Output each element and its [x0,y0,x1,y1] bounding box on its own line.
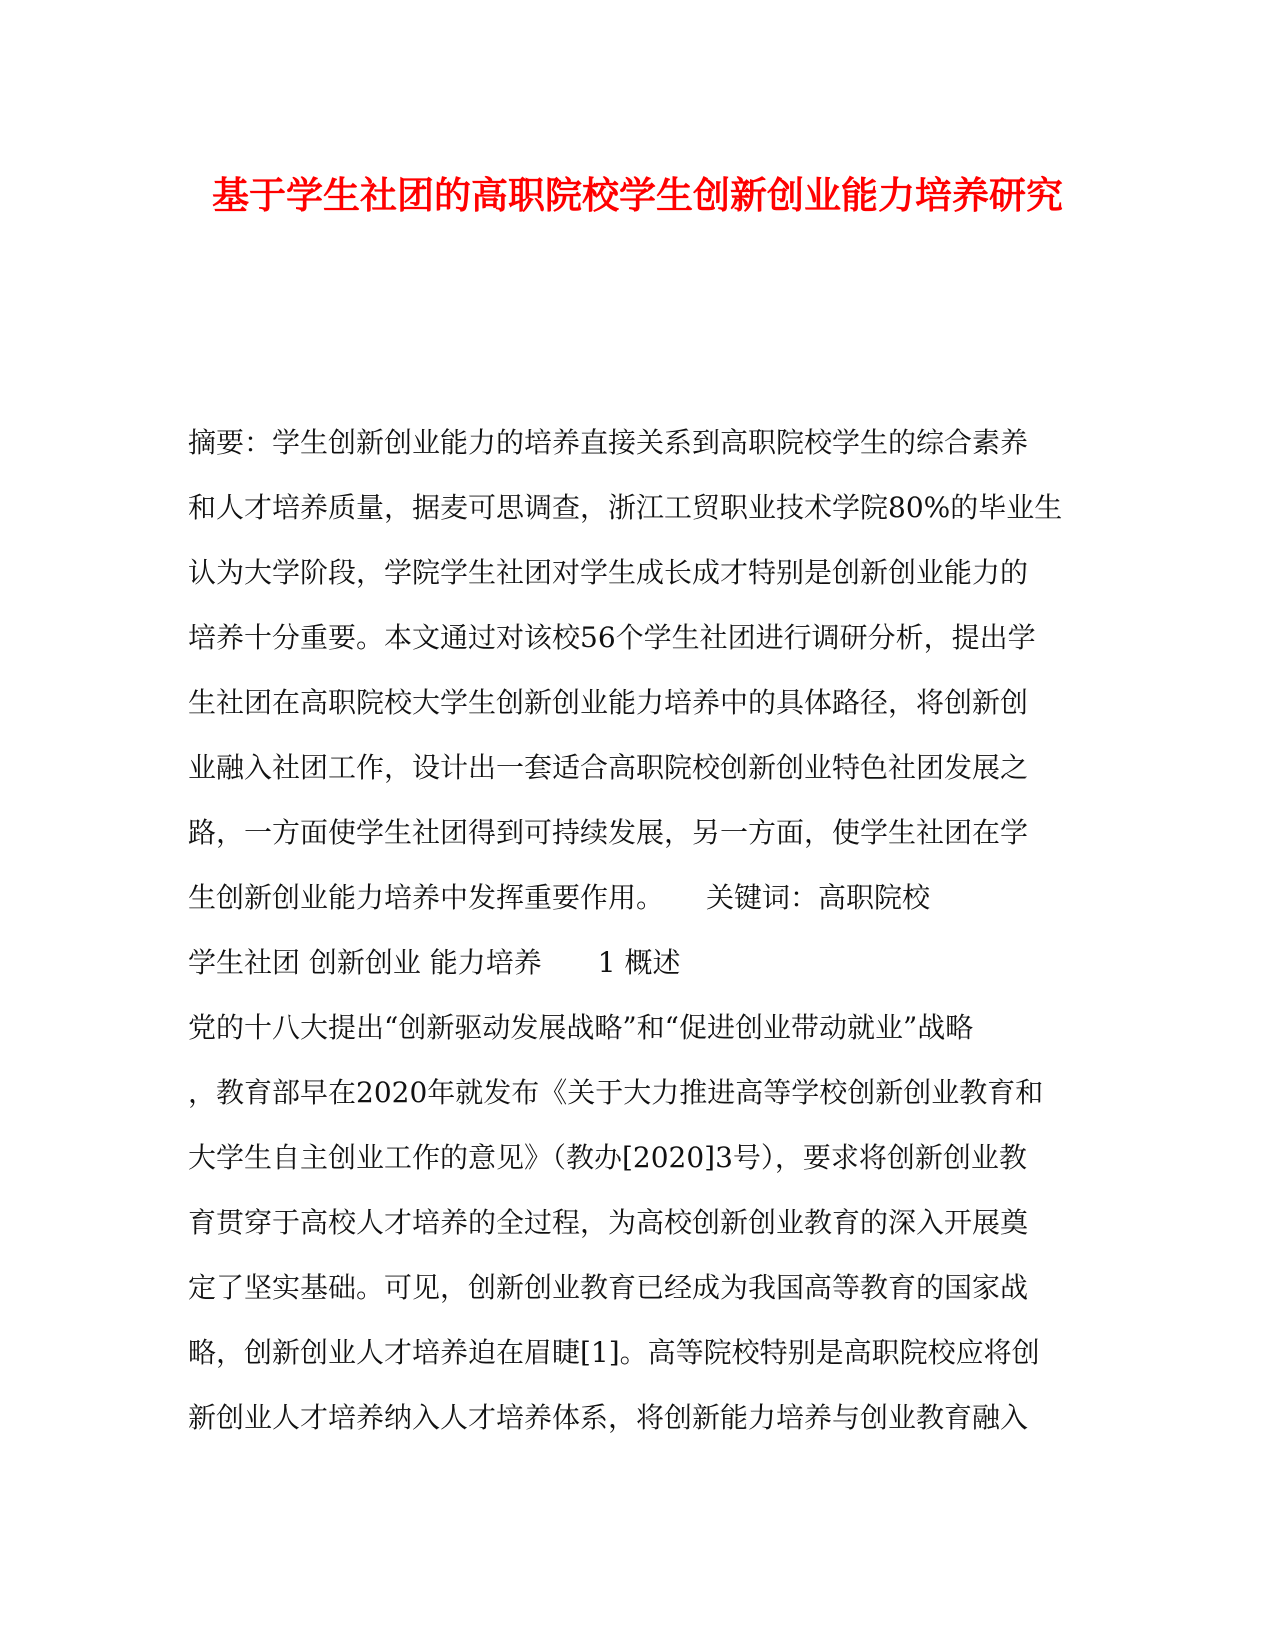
body-line: 党的十八大提出“创新驱动发展战略”和“促进创业带动就业”战略 [188,1011,974,1044]
document-title: 基于学生社团的高职院校学生创新创业能力培养研究 [212,173,1063,217]
body-line: 定了坚实基础。可见，创新创业教育已经成为我国高等教育的国家战 [188,1271,1029,1304]
body-line: 生创新创业能力培养中发挥重要作用。 关键词：高职院校 [188,881,931,914]
body-line: 和人才培养质量，据麦可思调查，浙江工贸职业技术学院80%的毕业生 [188,491,1063,524]
body-line: 路，一方面使学生社团得到可持续发展，另一方面，使学生社团在学 [188,816,1029,849]
body-line: 大学生自主创业工作的意见》（教办[2020]3号），要求将创新创业教 [188,1141,1027,1174]
body-line: 摘要：学生创新创业能力的培养直接关系到高职院校学生的综合素养 [188,426,1029,459]
body-line: ，教育部早在2020年就发布《关于大力推进高等学校创新创业教育和 [188,1076,1044,1109]
body-line: 生社团在高职院校大学生创新创业能力培养中的具体路径，将创新创 [188,686,1029,719]
body-line: 认为大学阶段，学院学生社团对学生成长成才特别是创新创业能力的 [188,556,1029,589]
body-line: 育贯穿于高校人才培养的全过程，为高校创新创业教育的深入开展奠 [188,1206,1029,1239]
body-line: 学生社团 创新创业 能力培养 1 概述 [188,946,681,979]
document-body [188,410,1088,1450]
body-line: 业融入社团工作，设计出一套适合高职院校创新创业特色社团发展之 [188,751,1029,784]
body-line: 略，创新创业人才培养迫在眉睫[1]。高等院校特别是高职院校应将创 [188,1336,1040,1369]
body-line: 培养十分重要。本文通过对该校56个学生社团进行调研分析，提出学 [188,621,1036,654]
body-line: 新创业人才培养纳入人才培养体系，将创新能力培养与创业教育融入 [188,1401,1029,1434]
